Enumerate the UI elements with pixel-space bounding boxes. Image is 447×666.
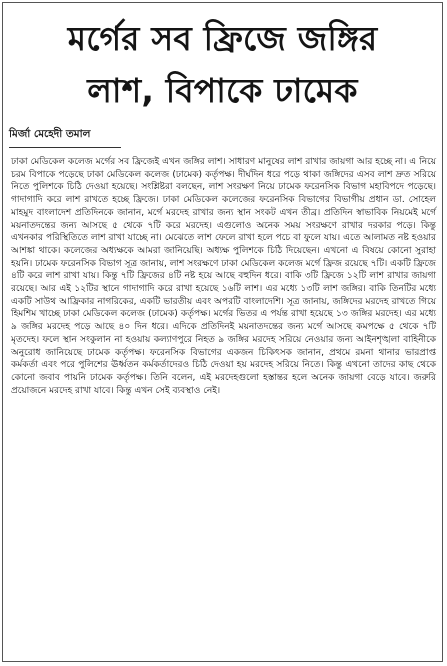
- headline-line-2: লাশ, বিপাকে ঢামেক: [87, 71, 358, 110]
- headline-line-1: মর্গের সব ফ্রিজে জঙ্গির: [67, 19, 378, 58]
- byline-underline: [9, 147, 121, 148]
- newspaper-clipping: [2, 2, 443, 662]
- byline: মির্জা মেহেদী তমাল: [9, 128, 91, 140]
- article-paragraph: ঢাকা মেডিকেল কলেজ মর্গের সব ফ্রিজেই এখন জঙ্গির লাশ। সাধারণ মানুষের লাশ রাখার জায়গা আর হচ্ছে না। এ নিয়ে চরম বিপাকে পড়েছে ঢাকা মেডিকেল কলেজ (ঢামেক) কর্তৃপক্ষ। দীর্ঘদিন ধরে পড়ে থাকা জঙ্গিদের এসব লাশ দ্রুত সরিয়ে নিতে পুলিশকে চিঠি দেওয়া হয়েছে। সংশ্লিষ্টরা বলছেন, লাশ সংরক্ষণ নিয়ে ঢামেক ফরেনসিক বিভাগ মহাবিপদে পড়েছে। গাদাগাদি করে লাশ রাখতে হচ্ছে ফ্রিজে। ঢাকা মেডিকেল কলেজের ফরেনসিক বিভাগের বিভাগীয় প্রধান ডা. সোহেল মাহমুদ বাংলাদেশ প্রতিদিনকে জানান, মর্গে মরদেহ রাখার জন্য স্থান সংকট এখন তীব্র। প্রতিদিন স্বাভাবিক নিয়মেই মর্গে ময়নাতদন্তের জন্য আসছে ৫ থেকে ৭টি করে মরদেহ। এগুলোও অনেক সময় সংরক্ষণে রাখার দরকার পড়ে। কিন্তু এখনকার পরিস্থিতিতে লাশ রাখা যাচ্ছে না। মেঝেতে লাশ ফেলে রাখা হলে পচে বা ফুলে যায়। এতে আলামত নষ্ট হওয়ার আশঙ্কা থাকে। কলেজের অধ্যক্ষকে আমরা জানিয়েছি। অধ্যক্ষ পুলিশকে চিঠি দিয়েছেন। এখনো এ বিষয়ে কোনো সুরাহা হয়নি। ঢামেক ফরেনসিক বিভাগ সূত্র জানায়, লাশ সংরক্ষণে ঢাকা মেডিকেল কলেজ মর্গে ফ্রিজ রয়েছে ৭টি। একটি ফ্রিজে ৪টি করে লাশ রাখা যায়। কিন্তু ৭টি ফ্রিজের ৪টি নষ্ট হয়ে আছে বহুদিন ধরে। বাকি ৩টি ফ্রিজে ১২টি লাশ রাখার জায়গা রয়েছে। আর এই ১২টির স্থানে গাদাগাদি করে রাখা হয়েছে ১৬টি লাশ। এর মধ্যে ১৩টি লাশ জঙ্গির। বাকি তিনটির মধ্যে একটি সাউথ আফ্রিকার নাগরিকের, একটি ভারতীয় এবং অপরটি বাংলাদেশি। সূত্র জানায়, জঙ্গিদের মরদেহ রাখতে গিয়ে হিমশিম খাচ্ছে ঢাকা মেডিকেল কলেজ (ঢামেক) কর্তৃপক্ষ। মর্গের ভিতর এ পর্যন্ত রাখা হয়েছে ১৩ জঙ্গির মরদেহ। এর মধ্যে ৯ জঙ্গির মরদেহ পড়ে আছে ৪০ দিন ধরে। এদিকে প্রতিদিনই ময়নাতদন্তের জন্য মর্গে আসছে কমপক্ষে ৫ থেকে ৭টি মৃতদেহ। ফলে স্থান সংকুলান না হওয়ায় কল্যাণপুরে নিহত ৯ জঙ্গির মরদেহ সরিয়ে নেওয়ার জন্য আইনশৃঙ্খলা বাহিনীকে অনুরোধ জানিয়েছে ঢামেক কর্তৃপক্ষ। ফরেনসিক বিভাগের একজন চিকিৎসক জানান, প্রথমে রমনা থানার ভারপ্রাপ্ত কর্মকর্তা এবং পরে পুলিশের ঊর্ধ্বতন কর্মকর্তাদেরও চিঠি দেওয়া হয় মরদেহ সরিয়ে নিতে। কিন্তু এখনো তাদের কাছ থেকে কোনো জবাব পায়নি ঢামেক কর্তৃপক্ষ। তিনি বলেন, এই মরদেহগুলো হস্তান্তর হলে অনেক জায়গা বেড়ে যাবে। জরুরি প্রয়োজনে মরদেহ রাখা যাবে। কিন্তু এখন সেই ব্যবস্থাও নেই।: [11, 157, 436, 396]
- headline: [9, 13, 436, 117]
- article-body: [11, 156, 436, 397]
